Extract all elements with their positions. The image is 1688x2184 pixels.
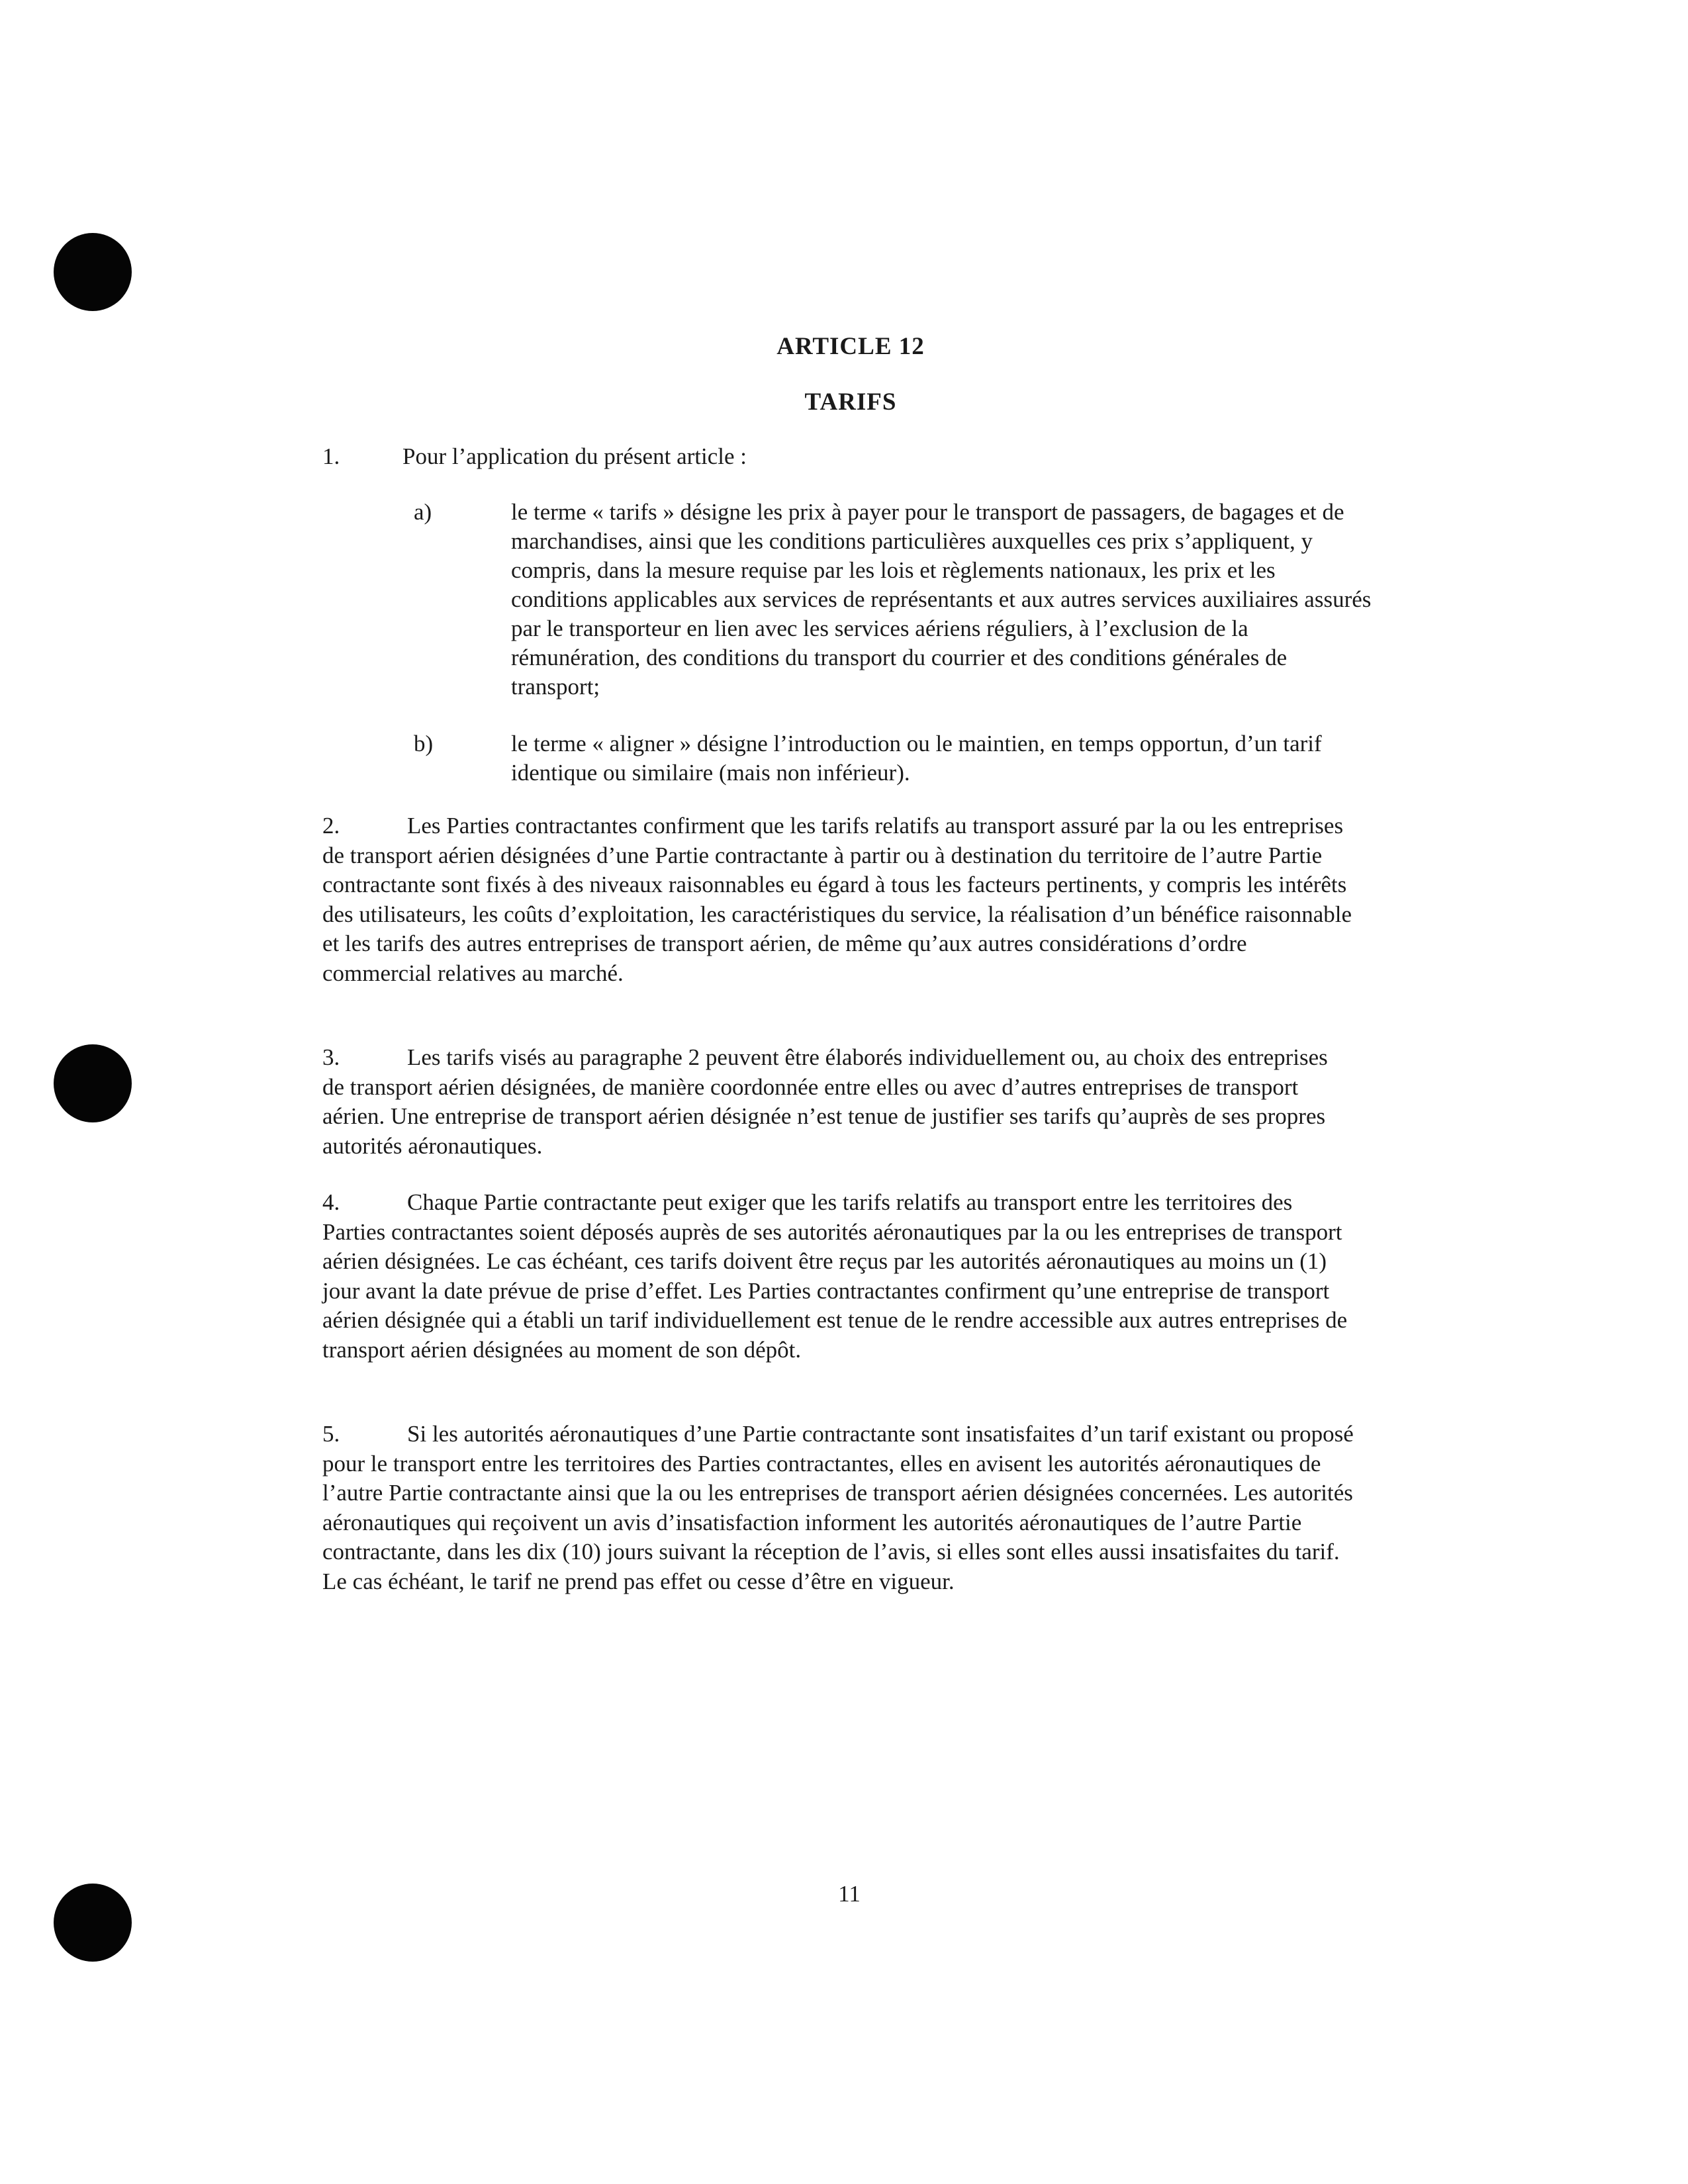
paragraph-2-number: 2. bbox=[322, 813, 340, 839]
page-number: 11 bbox=[838, 1881, 861, 1907]
item-b-text: le terme « aligner » désigne l’introduction ou le maintien, en temps opportun, d’un tarif identique ou similaire (mais non inférieur). bbox=[511, 731, 1322, 786]
paragraph-4-text: Chaque Partie contractante peut exiger que les tarifs relatifs au transport entre les territoires des Parties contractantes soient déposés auprès de ses autorités aéronautiques par la ou les entreprises de transport aérien désignées. Le cas échéant, ces tarifs doivent être reçus par les autorités aéronautiques au moins un (1) jour avant la date prévue de prise d’effet. Les Parties contractantes confirment qu’une entreprise de transport aérien désignée qui a établi un tarif individuellement est tenue de le rendre accessible aux autres entreprises de transport aérien désignées au moment de son dépôt. bbox=[322, 1189, 1348, 1363]
paragraph-4 bbox=[322, 1188, 1355, 1365]
item-a-letter: a) bbox=[414, 499, 432, 525]
punch-hole-middle bbox=[54, 1044, 132, 1122]
item-b-letter: b) bbox=[414, 731, 434, 756]
paragraph-1-intro: Pour l’application du présent article : bbox=[402, 443, 747, 469]
paragraph-2-text: Les Parties contractantes confirment que les tarifs relatifs au transport assuré par la ou les entreprises de transport aérien désignées d’une Partie contractante à partir ou à destination du territoire de l’autre Partie contractante sont fixés à des niveaux raisonnables eu égard à tous les facteurs pertinents, y compris les intérêts des utilisateurs, les coûts d’exploitation, les caractéristiques du service, la réalisation d’un bénéfice raisonnable et les tarifs des autres entreprises de transport aérien, de même qu’aux autres considérations d’ordre commercial relatives au marché. bbox=[322, 813, 1352, 986]
item-a-text: le terme « tarifs » désigne les prix à payer pour le transport de passagers, de bagages et de marchandises, ainsi que les conditions particulières auxquelles ces prix s’appliquent, y compris, dans la mesure requise par les lois et règlements nationaux, les prix et les conditions applicables aux services de représentants et aux autres services auxiliaires assurés par le transporteur en lien avec les services aériens réguliers, à l’exclusion de la rémunération, des conditions du transport du courrier et des conditions générales de transport; bbox=[511, 499, 1372, 700]
paragraph-2 bbox=[322, 811, 1355, 988]
paragraph-5 bbox=[322, 1420, 1355, 1596]
paragraph-5-number: 5. bbox=[322, 1421, 340, 1447]
article-title: TARIFS bbox=[804, 388, 897, 416]
paragraph-4-number: 4. bbox=[322, 1189, 340, 1215]
paragraph-1-number: 1. bbox=[322, 443, 340, 469]
paragraph-3 bbox=[322, 1043, 1355, 1161]
paragraph-3-number: 3. bbox=[322, 1044, 340, 1070]
punch-hole-top bbox=[54, 233, 132, 311]
paragraph-5-text: Si les autorités aéronautiques d’une Partie contractante sont insatisfaites d’un tarif existant ou proposé pour le transport entre les territoires des Parties contractantes, elles en avisent les autorités aéronautiques de l’autre Partie contractante ainsi que la ou les entreprises de transport aérien désignées concernées. Les autorités aéronautiques qui reçoivent un avis d’insatisfaction informent les autorités aéronautiques de l’autre Partie contractante, dans les dix (10) jours suivant la réception de l’avis, si elles sont elles aussi insatisfaites du tarif. Le cas échéant, le tarif ne prend pas effet ou cesse d’être en vigueur. bbox=[322, 1421, 1354, 1594]
article-heading: ARTICLE 12 bbox=[776, 333, 925, 360]
paragraph-3-text: Les tarifs visés au paragraphe 2 peuvent être élaborés individuellement ou, au choix des entreprises de transport aérien désignées, de manière coordonnée entre elles ou avec d’autres entreprises de transport aérien. Une entreprise de transport aérien désignée n’est tenue de justifier ses tarifs qu’auprès de ses propres autorités aéronautiques. bbox=[322, 1044, 1328, 1159]
